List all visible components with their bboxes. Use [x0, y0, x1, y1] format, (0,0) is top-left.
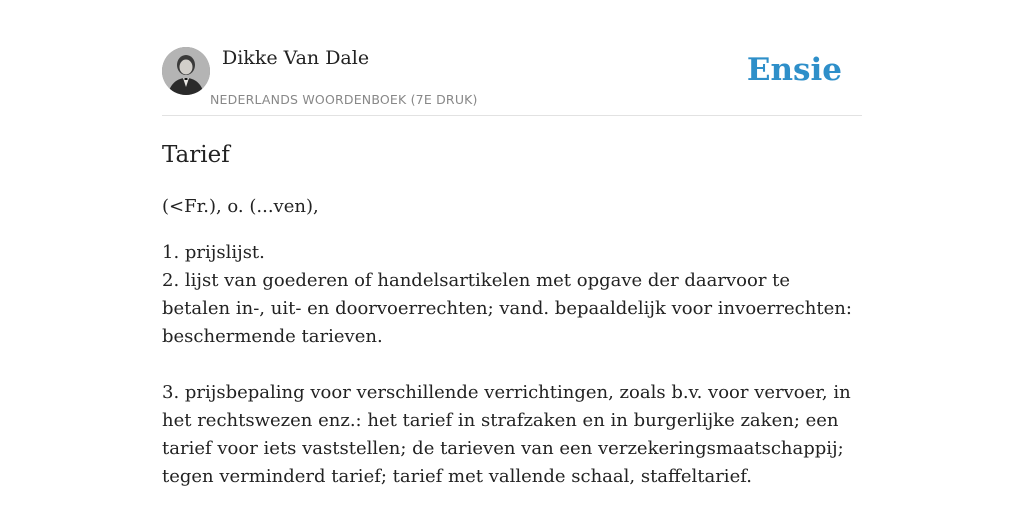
author-avatar[interactable] — [162, 47, 210, 95]
entry-header — [162, 0, 862, 116]
entry-grammar: (<Fr.), o. (...ven), — [162, 196, 319, 217]
entry-definitions — [162, 239, 862, 491]
definition-item: 1. prijslijst. — [162, 242, 265, 263]
dictionary-source[interactable]: NEDERLANDS WOORDENBOEK (7E DRUK) — [210, 92, 478, 107]
author-name[interactable]: Dikke Van Dale — [222, 47, 370, 69]
definition-item: 3. prijsbepaling voor verschillende verrichtingen, zoals b.v. voor vervoer, in het rechtswezen enz.: het tarief in strafzaken en in burgerlijke zaken; een tarief voor iets vaststellen; de tarieven van een verzekeringsmaatschappij; tegen verminderd tarief; tarief met vallende schaal, staffeltarief. — [162, 382, 851, 487]
entry-title: Tarief — [162, 142, 230, 168]
definition-spacer — [162, 351, 862, 379]
page-container — [162, 0, 862, 487]
definition-item: 2. lijst van goederen of handelsartikelen met opgave der daarvoor te betalen in-, uit- en doorvoerrechten; vand. bepaaldelijk voor invoerrechten: beschermende tarieven. — [162, 270, 852, 347]
author-portrait-icon — [162, 47, 210, 95]
ensie-logo[interactable]: Ensie — [746, 52, 842, 88]
